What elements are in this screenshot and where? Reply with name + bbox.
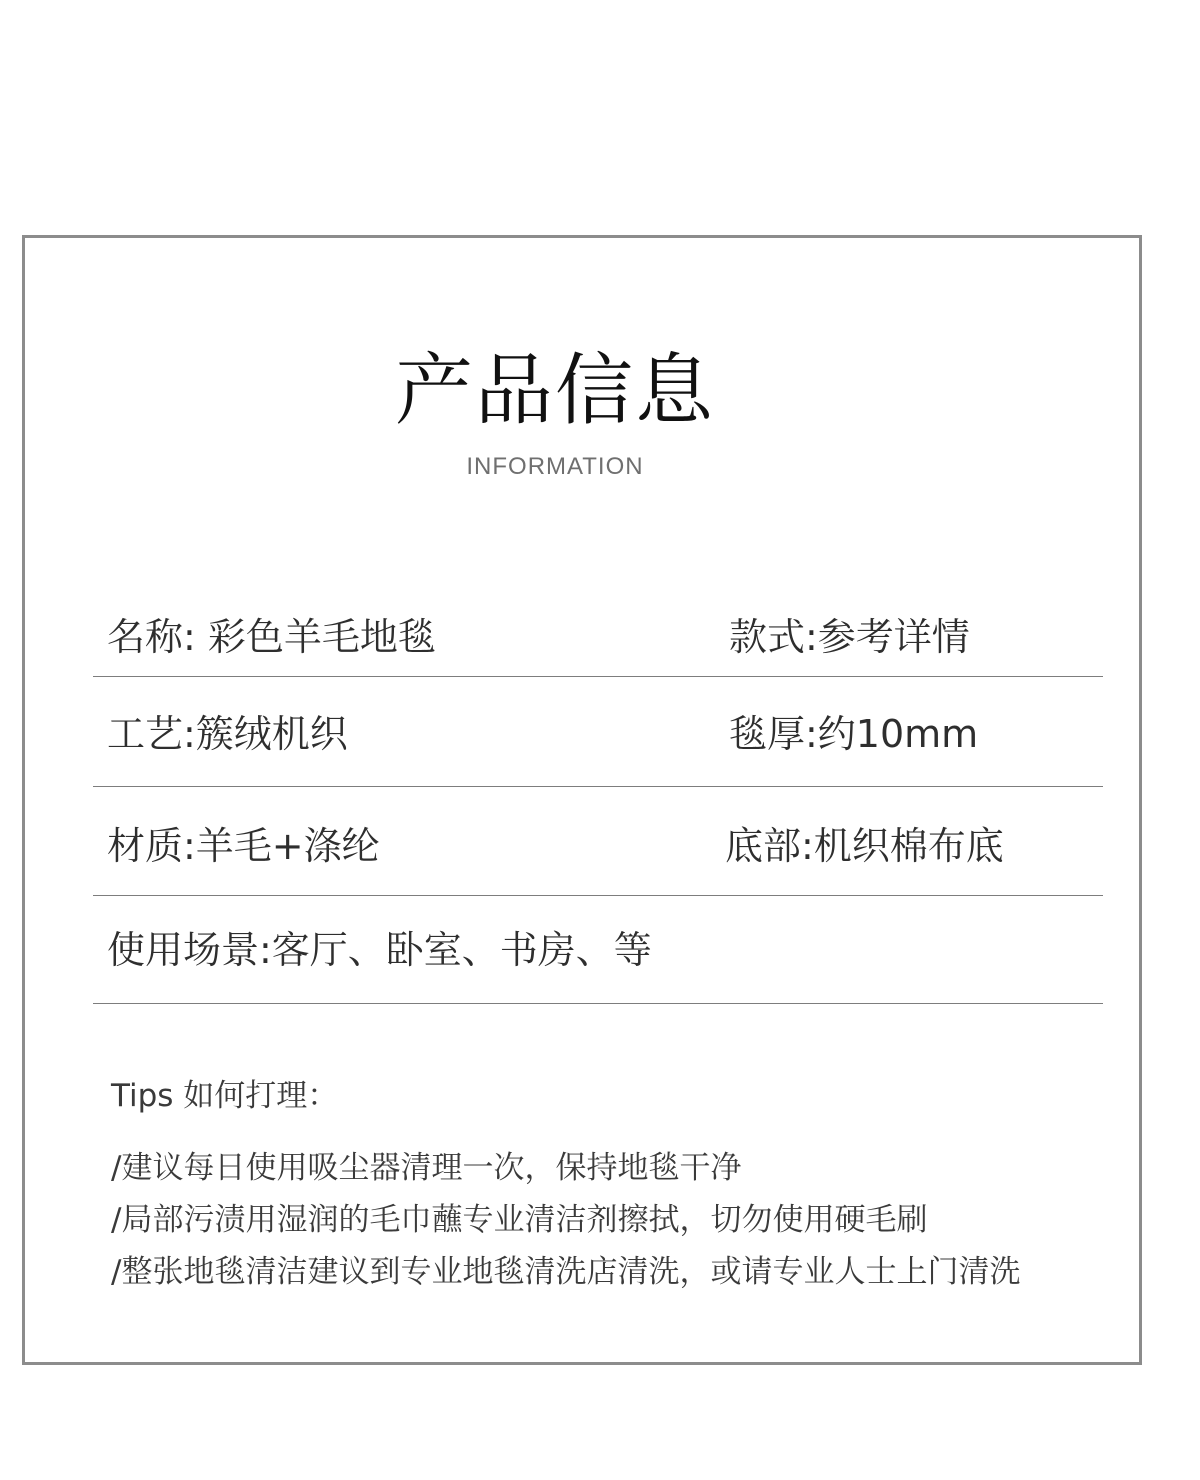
info-row-material-backing [93, 788, 1103, 896]
page-title: 产品信息 [394, 346, 715, 436]
care-tips [111, 1076, 1111, 1298]
info-thickness: 毯厚:约10mm [729, 712, 979, 756]
info-row-name-style [93, 603, 1103, 677]
tip-line: /局部污渍用湿润的毛巾蘸专业清洁剂擦拭，切勿使用硬毛刷 [111, 1202, 928, 1238]
info-row-usage [93, 897, 1103, 1004]
tip-line: /建议每日使用吸尘器清理一次，保持地毯干净 [111, 1150, 742, 1186]
info-usage: 使用场景:客厅、卧室、书房、等 [107, 928, 652, 972]
product-info-card [22, 235, 1142, 1365]
info-material: 材质:羊毛+涤纶 [107, 824, 380, 868]
info-row-craft-thickness [93, 678, 1103, 787]
info-craft: 工艺:簇绒机织 [107, 712, 348, 756]
info-name: 名称: 彩色羊毛地毯 [107, 615, 436, 659]
page-subtitle: INFORMATION [466, 453, 644, 480]
info-backing: 底部:机织棉布底 [725, 824, 1004, 868]
info-style: 款式:参考详情 [729, 615, 970, 659]
tips-title: Tips 如何打理： [111, 1078, 339, 1114]
tip-line: /整张地毯清洁建议到专业地毯清洗店清洗，或请专业人士上门清洗 [111, 1254, 1021, 1290]
